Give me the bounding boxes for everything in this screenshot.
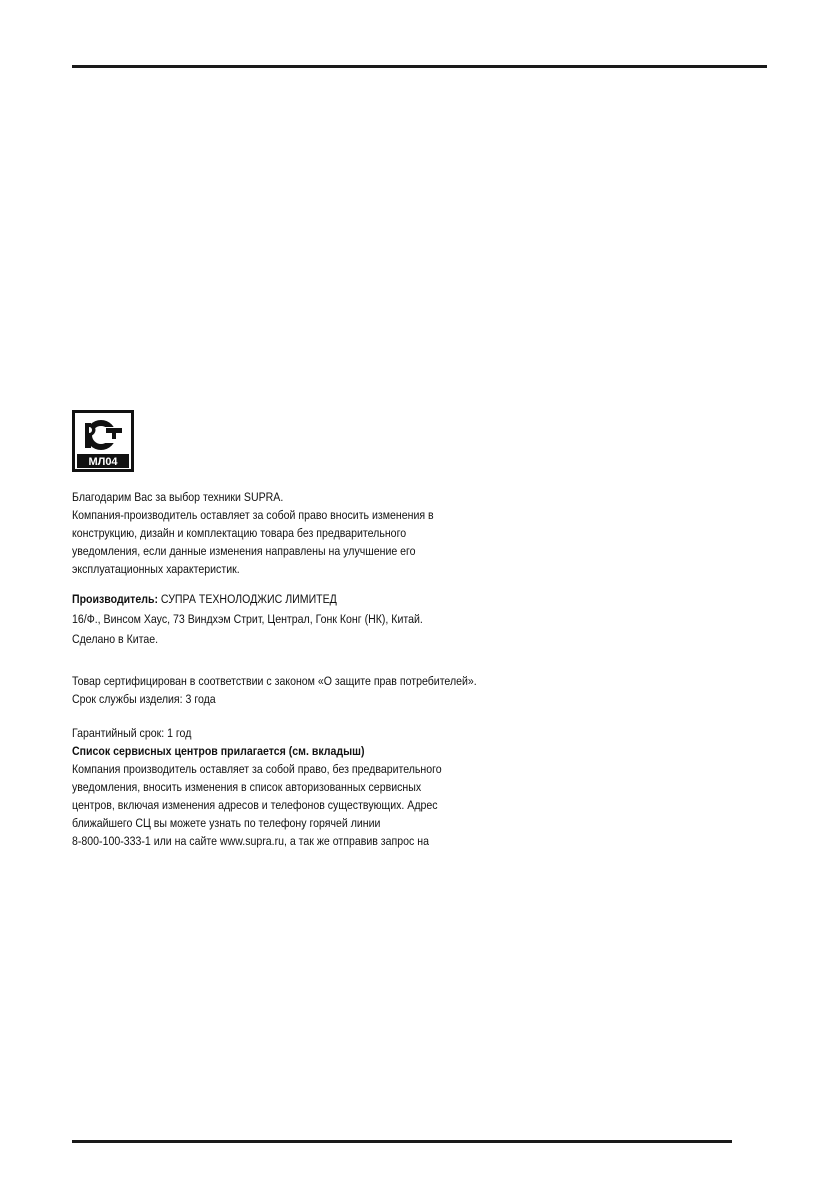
manufacturer-label: Производитель: [72,592,158,606]
warranty-line: Компания производитель оставляет за собой право, без предварительного [72,762,442,776]
made-in: Сделано в Китае. [72,632,159,646]
manufacturer-address: 16/Ф., Винсом Хаус, 73 Виндхэм Стрит, Централ, Гонк Конг (НК), Китай. [72,612,423,626]
warranty-block [72,724,485,850]
warranty-line: 8-800-100-333-1 или на сайте www.supra.ru, а так же отправив запрос на [72,834,429,848]
manufacturer-line [72,590,485,608]
rst-certification-icon [72,410,134,472]
service-centers-heading: Список сервисных центров прилагается (см. вкладыш) [72,744,365,758]
manufacturer-name: СУПРА ТЕХНОЛОДЖИС ЛИМИТЕД [157,592,337,606]
warranty-line: ближайшего СЦ вы можете узнать по телефону горячей линии [72,816,381,830]
warranty-period: Гарантийный срок: 1 год [72,726,192,740]
intro-line: уведомления, если данные изменения направлены на улучшение его [72,544,416,558]
certification-label: МЛ04 [88,456,118,468]
intro-line: конструкцию, дизайн и комплектацию товара без предварительного [72,526,407,540]
intro-text [72,488,485,578]
service-life: Срок службы изделия: 3 года [72,692,216,706]
certification-text: Товар сертифицирован в соответствии с законом «О защите прав потребителей». [72,674,477,688]
top-rule [72,65,767,68]
intro-line: эксплуатационных характеристик. [72,562,240,576]
bottom-rule [72,1140,732,1143]
intro-line: Компания-производитель оставляет за собой право вносить изменения в [72,508,434,522]
manufacturer-block [72,590,485,648]
warranty-line: уведомления, вносить изменения в список авторизованных сервисных [72,780,422,794]
warranty-line: центров, включая изменения адресов и телефонов существующих. Адрес [72,798,438,812]
intro-line: Благодарим Вас за выбор техники SUPRA. [72,490,284,504]
certification-block [72,672,485,708]
